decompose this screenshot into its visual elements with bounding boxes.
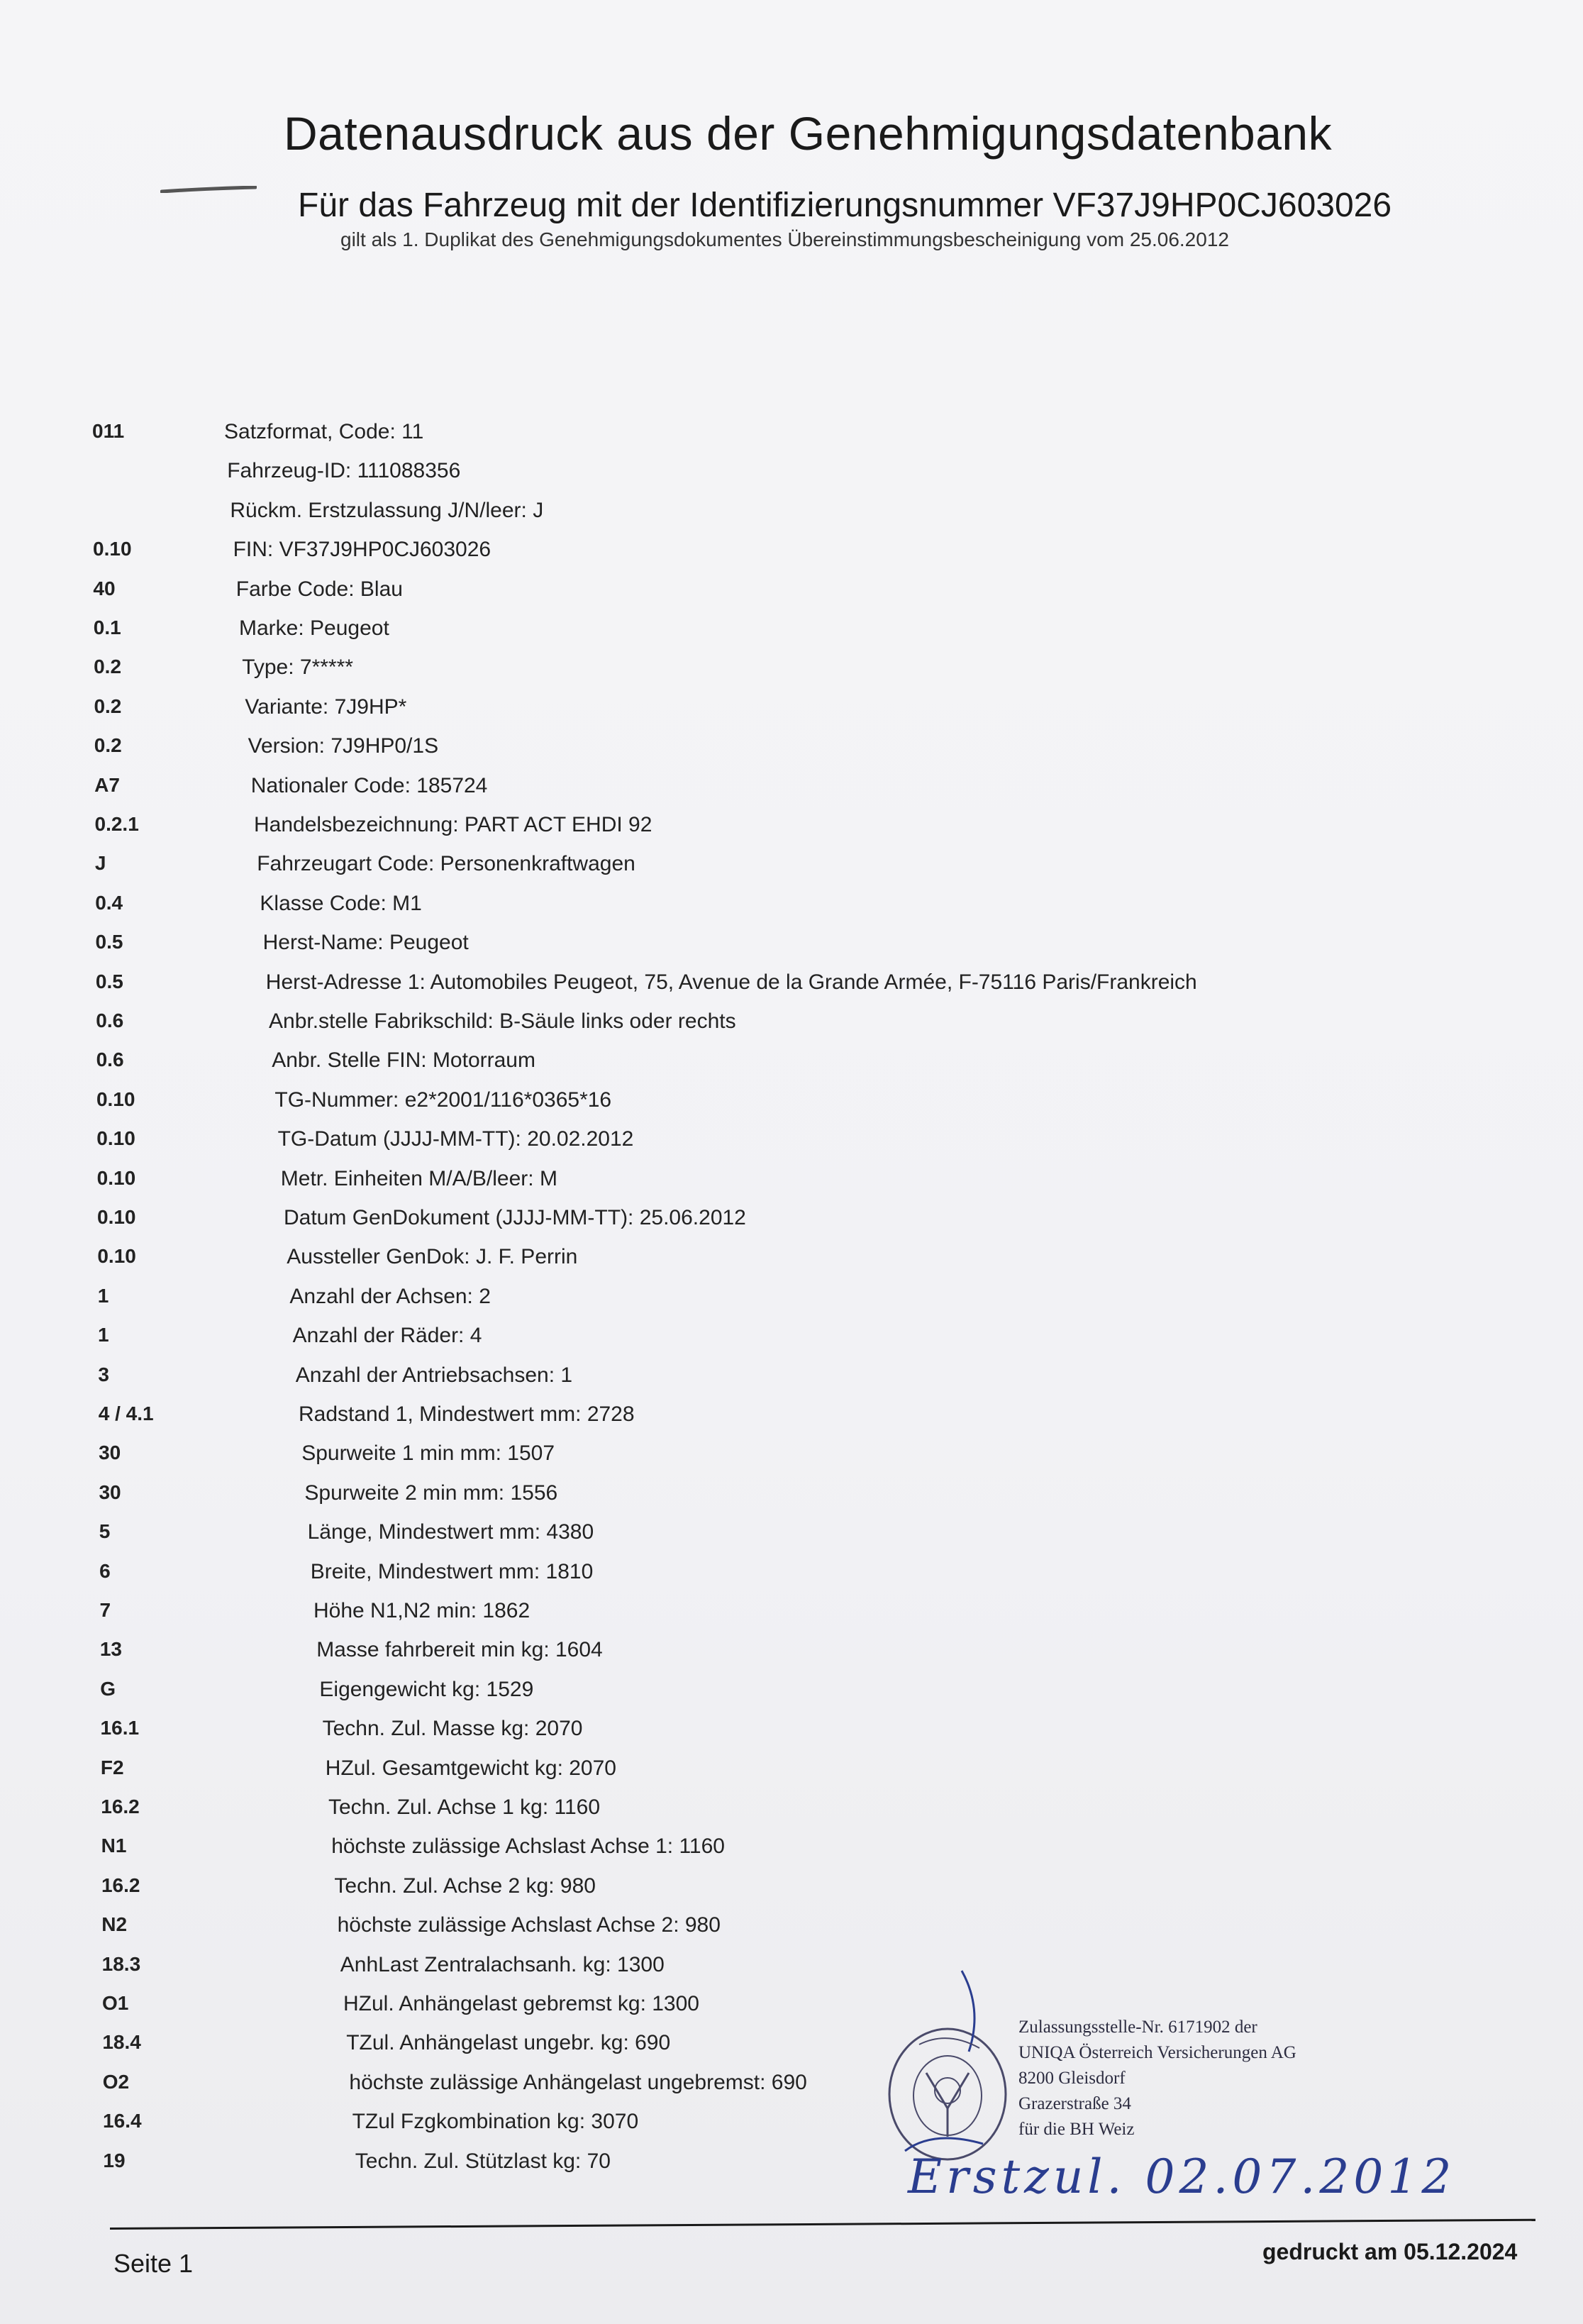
- record-text: Eigengewicht kg: 1529: [319, 1677, 534, 1701]
- record-code: 16.4: [103, 2110, 142, 2132]
- record-code: 0.10: [97, 1206, 136, 1228]
- record-code: O2: [102, 2070, 130, 2093]
- record-code: 18.3: [101, 1952, 141, 1975]
- record-code: 0.6: [96, 1048, 124, 1071]
- record-text: TG-Nummer: e2*2001/116*0365*16: [274, 1088, 612, 1112]
- record-text: Anzahl der Antriebsachsen: 1: [295, 1363, 573, 1387]
- pen-stroke-mark: [160, 186, 257, 193]
- record-code: 0.2: [94, 655, 122, 678]
- record-text: Metr. Einheiten M/A/B/leer: M: [280, 1166, 557, 1190]
- record-code: 1: [98, 1324, 109, 1346]
- document-title: Datenausdruck aus der Genehmigungsdatenbank: [284, 107, 1333, 160]
- stamp-line: Zulassungsstelle-Nr. 6171902 der: [1018, 2018, 1257, 2037]
- record-text: Masse fahrbereit min kg: 1604: [316, 1638, 603, 1662]
- record-code: 0.6: [96, 1009, 124, 1031]
- record-text: HZul. Anhängelast gebremst kg: 1300: [343, 1992, 699, 2015]
- record-text: Rückm. Erstzulassung J/N/leer: J: [230, 498, 544, 522]
- record-code: 16.1: [100, 1717, 140, 1739]
- stamp-line: Grazerstraße 34: [1018, 2094, 1131, 2113]
- record-text: FIN: VF37J9HP0CJ603026: [233, 538, 491, 562]
- record-text: Techn. Zul. Achse 2 kg: 980: [334, 1874, 596, 1898]
- record-code: 0.10: [93, 538, 132, 560]
- record-code: 6: [99, 1559, 111, 1582]
- record-code: J: [94, 852, 106, 875]
- record-code: G: [100, 1677, 116, 1700]
- record-code: 18.4: [102, 2031, 141, 2054]
- record-text: TG-Datum (JJJJ-MM-TT): 20.02.2012: [277, 1127, 634, 1151]
- record-code: 0.5: [95, 970, 123, 992]
- record-code: 0.2.1: [94, 813, 139, 835]
- record-code: 011: [92, 420, 125, 442]
- record-code: 0.10: [96, 1127, 135, 1150]
- record-code: 0.5: [95, 931, 123, 953]
- record-code: 0.1: [93, 616, 121, 638]
- record-text: Länge, Mindestwert mm: 4380: [307, 1520, 594, 1544]
- record-code: A7: [94, 773, 120, 796]
- registration-office-stamp-text: [1018, 2015, 1296, 2142]
- record-text: Anbr.stelle Fabrikschild: B-Säule links oder rechts: [269, 1009, 736, 1033]
- record-text: TZul. Anhängelast ungebr. kg: 690: [346, 2031, 671, 2055]
- record-code: 0.10: [97, 1245, 136, 1268]
- record-code: 16.2: [101, 1795, 140, 1817]
- record-text: Klasse Code: M1: [260, 891, 422, 915]
- record-code: 0.4: [95, 891, 123, 914]
- record-text: TZul Fzgkombination kg: 3070: [352, 2110, 639, 2134]
- record-text: Spurweite 2 min mm: 1556: [304, 1481, 558, 1505]
- record-text: Techn. Zul. Masse kg: 2070: [322, 1717, 583, 1741]
- record-text: Marke: Peugeot: [239, 616, 389, 640]
- record-text: Anbr. Stelle FIN: Motorraum: [272, 1048, 535, 1073]
- record-text: Techn. Zul. Achse 1 kg: 1160: [328, 1795, 601, 1819]
- record-text: HZul. Gesamtgewicht kg: 2070: [325, 1756, 616, 1780]
- handwritten-first-registration-note: Erstzul. 02.07.2012: [908, 2149, 1456, 2204]
- record-text: Version: 7J9HP0/1S: [248, 734, 439, 758]
- record-code: 0.10: [96, 1166, 136, 1189]
- record-text: Anzahl der Achsen: 2: [289, 1284, 491, 1308]
- record-text: Satzformat, Code: 11: [224, 420, 424, 443]
- record-code: 1: [97, 1284, 109, 1307]
- record-text: Type: 7*****: [242, 655, 353, 680]
- record-text: Farbe Code: Blau: [235, 577, 403, 601]
- record-code: 5: [99, 1520, 111, 1543]
- record-code: 0.2: [94, 734, 122, 757]
- record-code: 30: [99, 1442, 121, 1464]
- stamp-line: für die BH Weiz: [1018, 2120, 1135, 2139]
- stamp-line: UNIQA Österreich Versicherungen AG: [1018, 2043, 1296, 2062]
- document-subtitle: Für das Fahrzeug mit der Identifizierungsnummer VF37J9HP0CJ603026: [298, 187, 1392, 224]
- record-text: Herst-Name: Peugeot: [262, 931, 469, 955]
- record-code: 0.10: [96, 1088, 135, 1110]
- record-text: höchste zulässige Anhängelast ungebremst: 690: [349, 2070, 807, 2094]
- record-code: 40: [93, 577, 116, 599]
- record-text: Nationaler Code: 185724: [250, 773, 488, 797]
- stamp-line: 8200 Gleisdorf: [1018, 2069, 1126, 2088]
- record-text: Aussteller GenDok: J. F. Perrin: [287, 1245, 578, 1269]
- footer-divider: [110, 2219, 1535, 2230]
- record-code: 0.2: [94, 695, 122, 717]
- record-code: 7: [99, 1599, 111, 1621]
- record-text: Variante: 7J9HP*: [245, 695, 407, 719]
- record-code: 16.2: [101, 1874, 140, 1896]
- record-code: 4 / 4.1: [98, 1402, 154, 1424]
- record-text: Handelsbezeichnung: PART ACT EHDI 92: [254, 813, 652, 836]
- record-text: Herst-Adresse 1: Automobiles Peugeot, 75, Avenue de la Grande Armée, F-75116 Paris/Frankreich: [265, 970, 1197, 994]
- record-text: höchste zulässige Achslast Achse 2: 980: [337, 1913, 721, 1937]
- record-code: 13: [99, 1638, 122, 1661]
- record-text: Fahrzeug-ID: 111088356: [227, 459, 461, 483]
- print-date: gedruckt am 05.12.2024: [1262, 2239, 1518, 2264]
- duplicate-note: gilt als 1. Duplikat des Genehmigungsdokumentes Übereinstimmungsbescheinigung vom 25.06.2012: [340, 228, 1229, 250]
- record-code: N2: [101, 1913, 128, 1936]
- record-text: Breite, Mindestwert mm: 1810: [310, 1559, 594, 1583]
- record-text: AnhLast Zentralachsanh. kg: 1300: [340, 1952, 665, 1976]
- record-text: Radstand 1, Mindestwert mm: 2728: [299, 1402, 635, 1426]
- record-code: 30: [99, 1481, 121, 1503]
- record-code: N1: [101, 1835, 127, 1857]
- record-code: 19: [103, 2149, 126, 2171]
- record-text: Höhe N1,N2 min: 1862: [313, 1599, 531, 1622]
- page-number: Seite 1: [113, 2249, 194, 2278]
- record-text: höchste zulässige Achslast Achse 1: 1160: [331, 1835, 725, 1859]
- official-seal-stamp: [877, 1966, 1030, 2171]
- record-text: Datum GenDokument (JJJJ-MM-TT): 25.06.2012: [284, 1206, 746, 1229]
- record-text: Spurweite 1 min mm: 1507: [301, 1442, 555, 1466]
- record-code: 3: [98, 1363, 109, 1385]
- record-code: O1: [102, 1992, 129, 2014]
- record-text: Anzahl der Räder: 4: [292, 1324, 482, 1348]
- record-code: F2: [100, 1756, 124, 1778]
- record-text: Techn. Zul. Stützlast kg: 70: [355, 2149, 611, 2173]
- record-text: Fahrzeugart Code: Personenkraftwagen: [257, 852, 635, 876]
